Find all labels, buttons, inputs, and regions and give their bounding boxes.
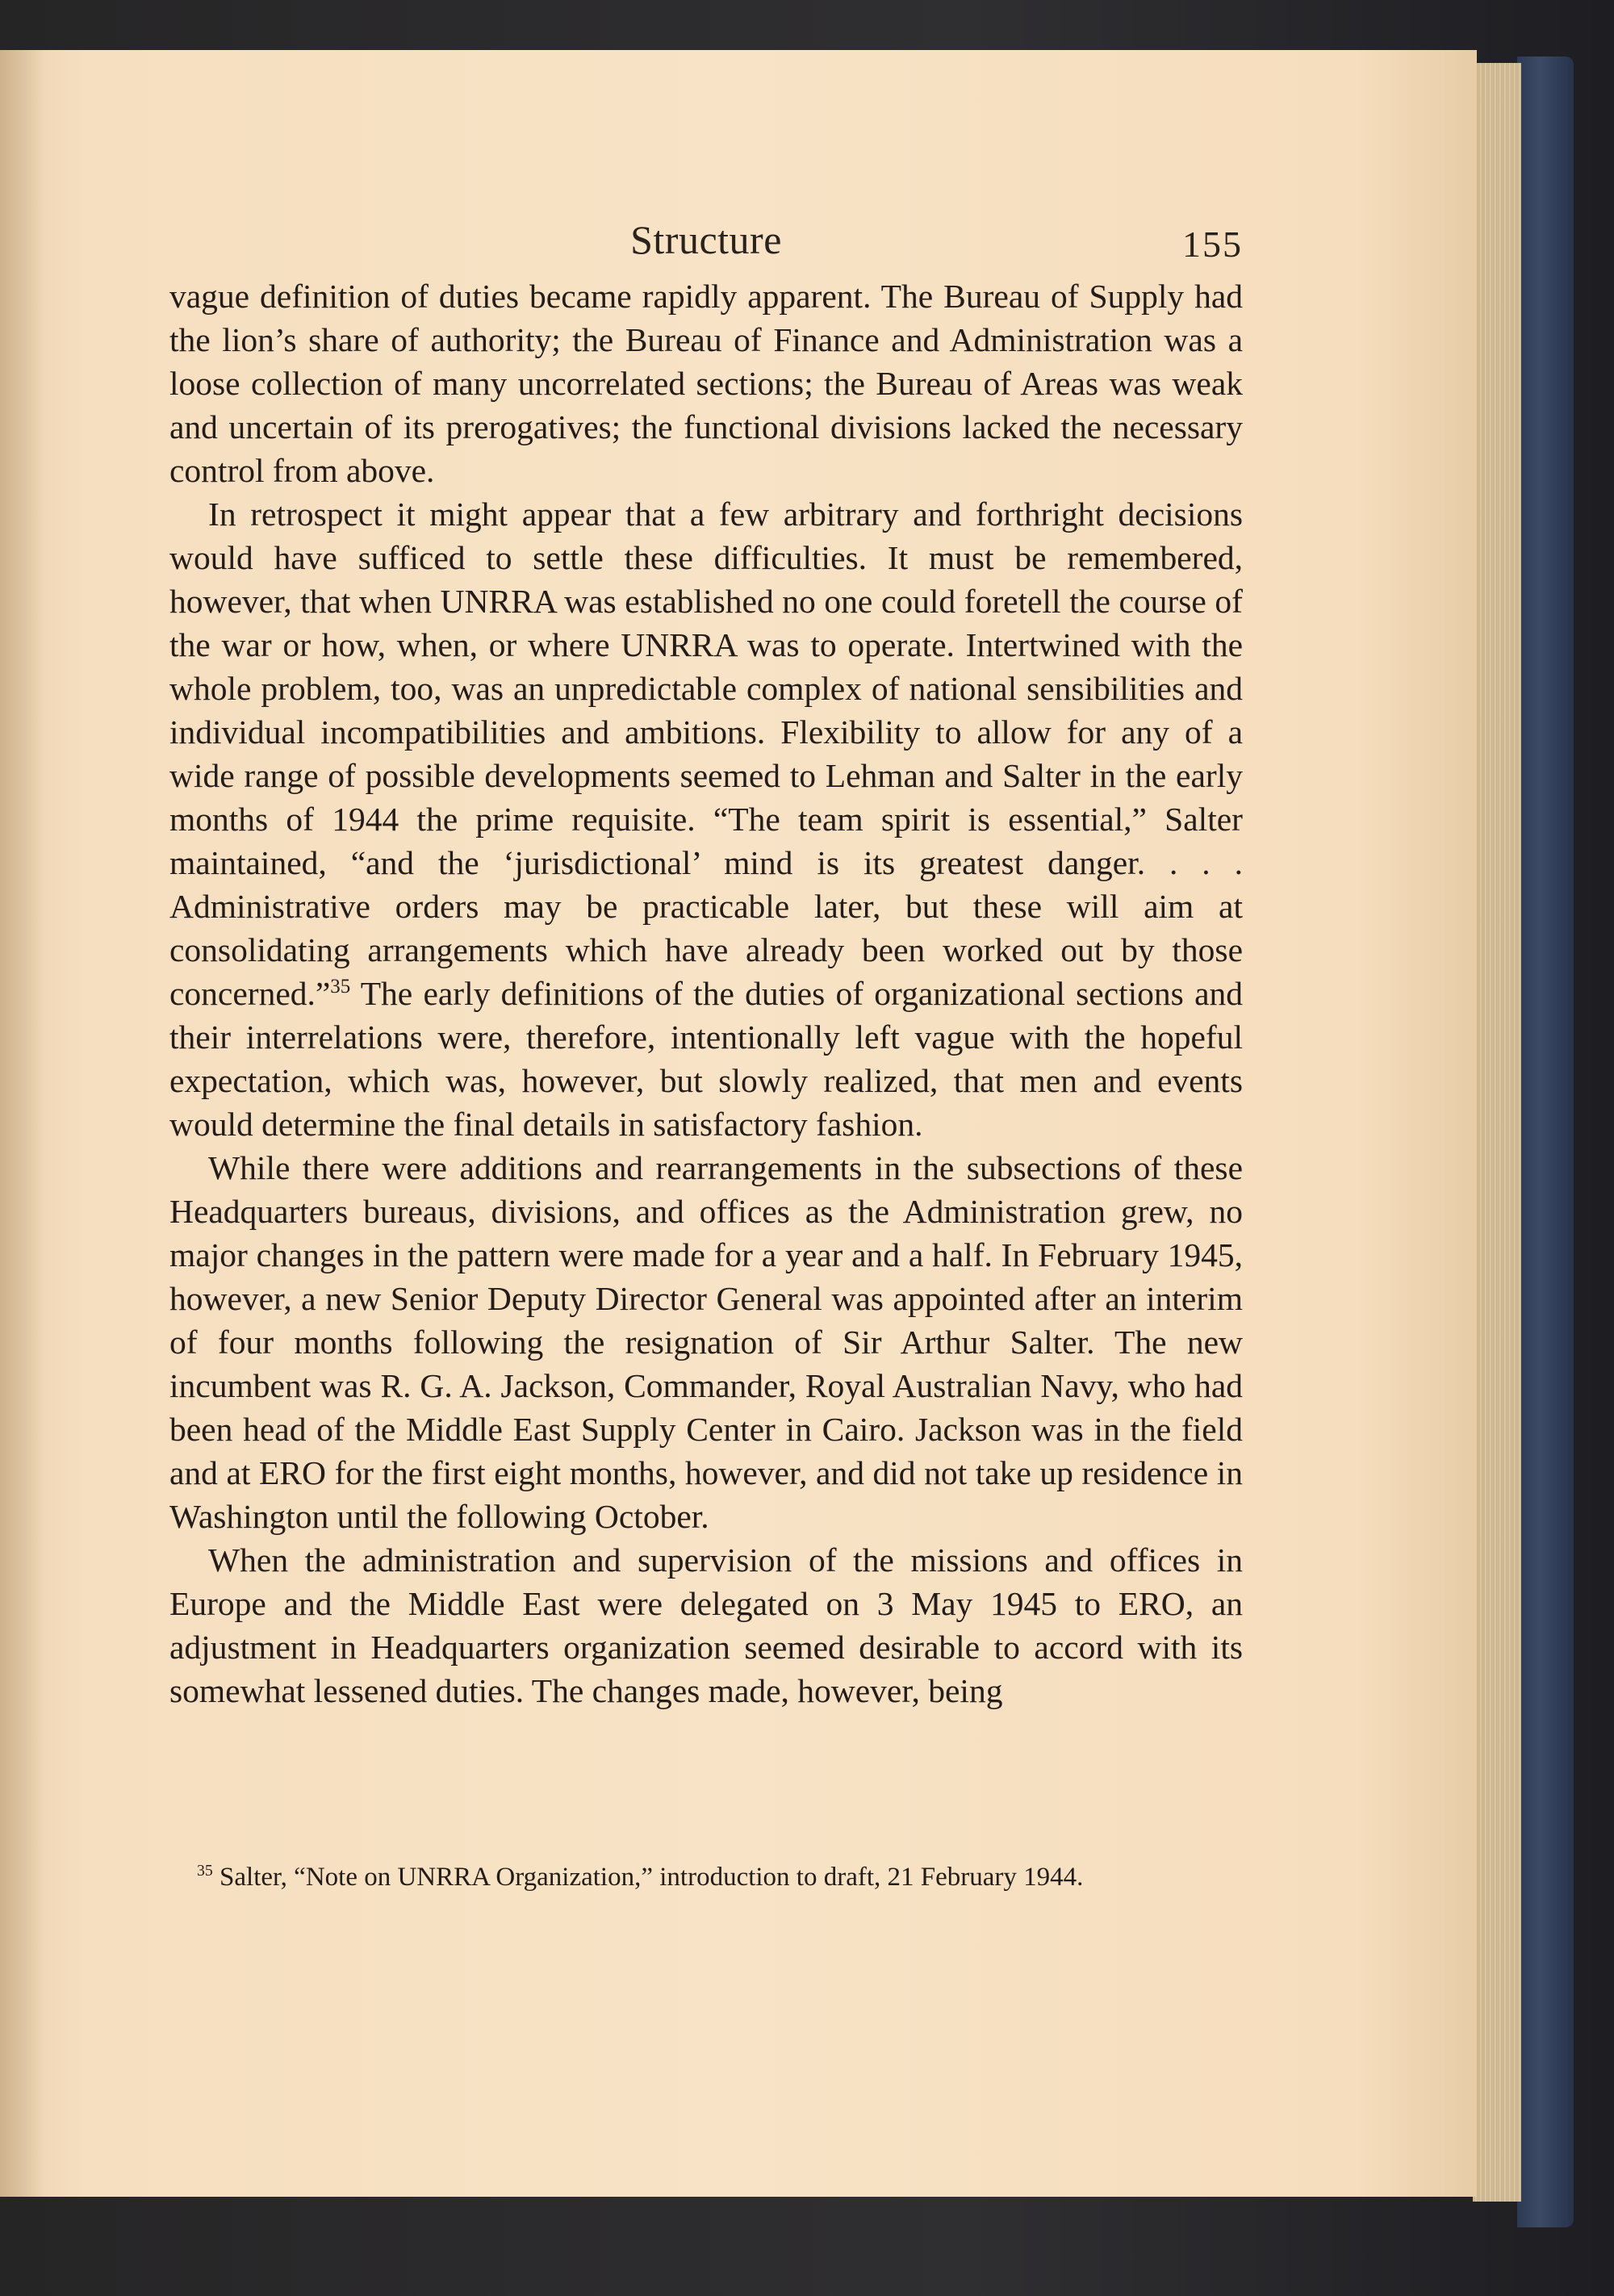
paragraph-1: vague definition of duties became rapidly apparent. The Bureau of Supply had the lion’s share of authority; the Bureau of Finance and Administration was a loose collection of many uncorrelated sections; the Bureau of Areas was weak and uncertain of its prerogatives; the functional divisions lacked the necessary control from above. <box>169 278 1243 489</box>
book-cover-edge <box>1517 56 1574 2227</box>
paragraph-2-tail: The early definitions of the duties of organizational sections and their interrelations were, therefore, intentionally left vague with the hopeful expectation, which was, however, but slowly realized, that men and events would determine the final details in satisfactory fashion. <box>169 975 1243 1143</box>
paragraph-4: When the administration and supervision of the missions and offices in Europe and the Middle East were delegated on 3 May 1945 to ERO, an adjustment in Headquarters organization seemed desirable to accord with its somewhat lessened duties. The changes made, however, being <box>169 1541 1243 1709</box>
footnote-text: Salter, “Note on UNRRA Organization,” introduction to draft, 21 February 1944. <box>220 1863 1084 1892</box>
page-edges <box>1473 63 1521 2202</box>
paragraph-3: While there were additions and rearrangements in the subsections of these Headquarters bureaus, divisions, and offices as the Administration grew, no major changes in the pattern were made for a year and a half. In February 1945, however, a new Senior Deputy Director General was appointed after an interim of four months following the resignation of Sir Arthur Salter. The new incumbent was R. G. A. Jackson, Commander, Royal Australian Navy, who had been head of the Middle East Supply Center in Cairo. Jackson was in the field and at ERO for the first eight months, however, and did not take up residence in Washington until the following October. <box>169 1149 1243 1535</box>
body-text <box>169 274 1243 1713</box>
footnote-line <box>169 1860 1243 1894</box>
page-gutter <box>0 50 44 2197</box>
paragraph-2-text: In retrospect it might appear that a few arbitrary and forthright decisions would have sufficed to settle these difficulties. It must be remembered, however, that when UNRRA was established no one could foretell the course of the war or how, when, or where UNRRA was to operate. Intertwined with the whole problem, too, was an unpredictable complex of national sensibilities and individual incompatibilities and ambitions. Flexibility to allow for any of a wide range of possible developments seemed to Lehman and Salter in the early months of 1944 the prime requisite. “The team spirit is essential,” Salter maintained, “and the ‘jurisdictional’ mind is its greatest danger. . . . Administrative orders may be practicable later, but these will aim at consolidating arrangements which have already been worked out by those concerned.” <box>169 496 1243 1012</box>
footnote-reference: 35 <box>330 976 351 998</box>
page-header <box>169 216 1243 273</box>
paragraph-2 <box>169 492 1243 1146</box>
running-head: Structure <box>630 217 782 262</box>
footnote <box>169 1860 1243 1894</box>
page-number: 155 <box>1182 224 1243 265</box>
footnote-marker: 35 <box>197 1862 213 1880</box>
